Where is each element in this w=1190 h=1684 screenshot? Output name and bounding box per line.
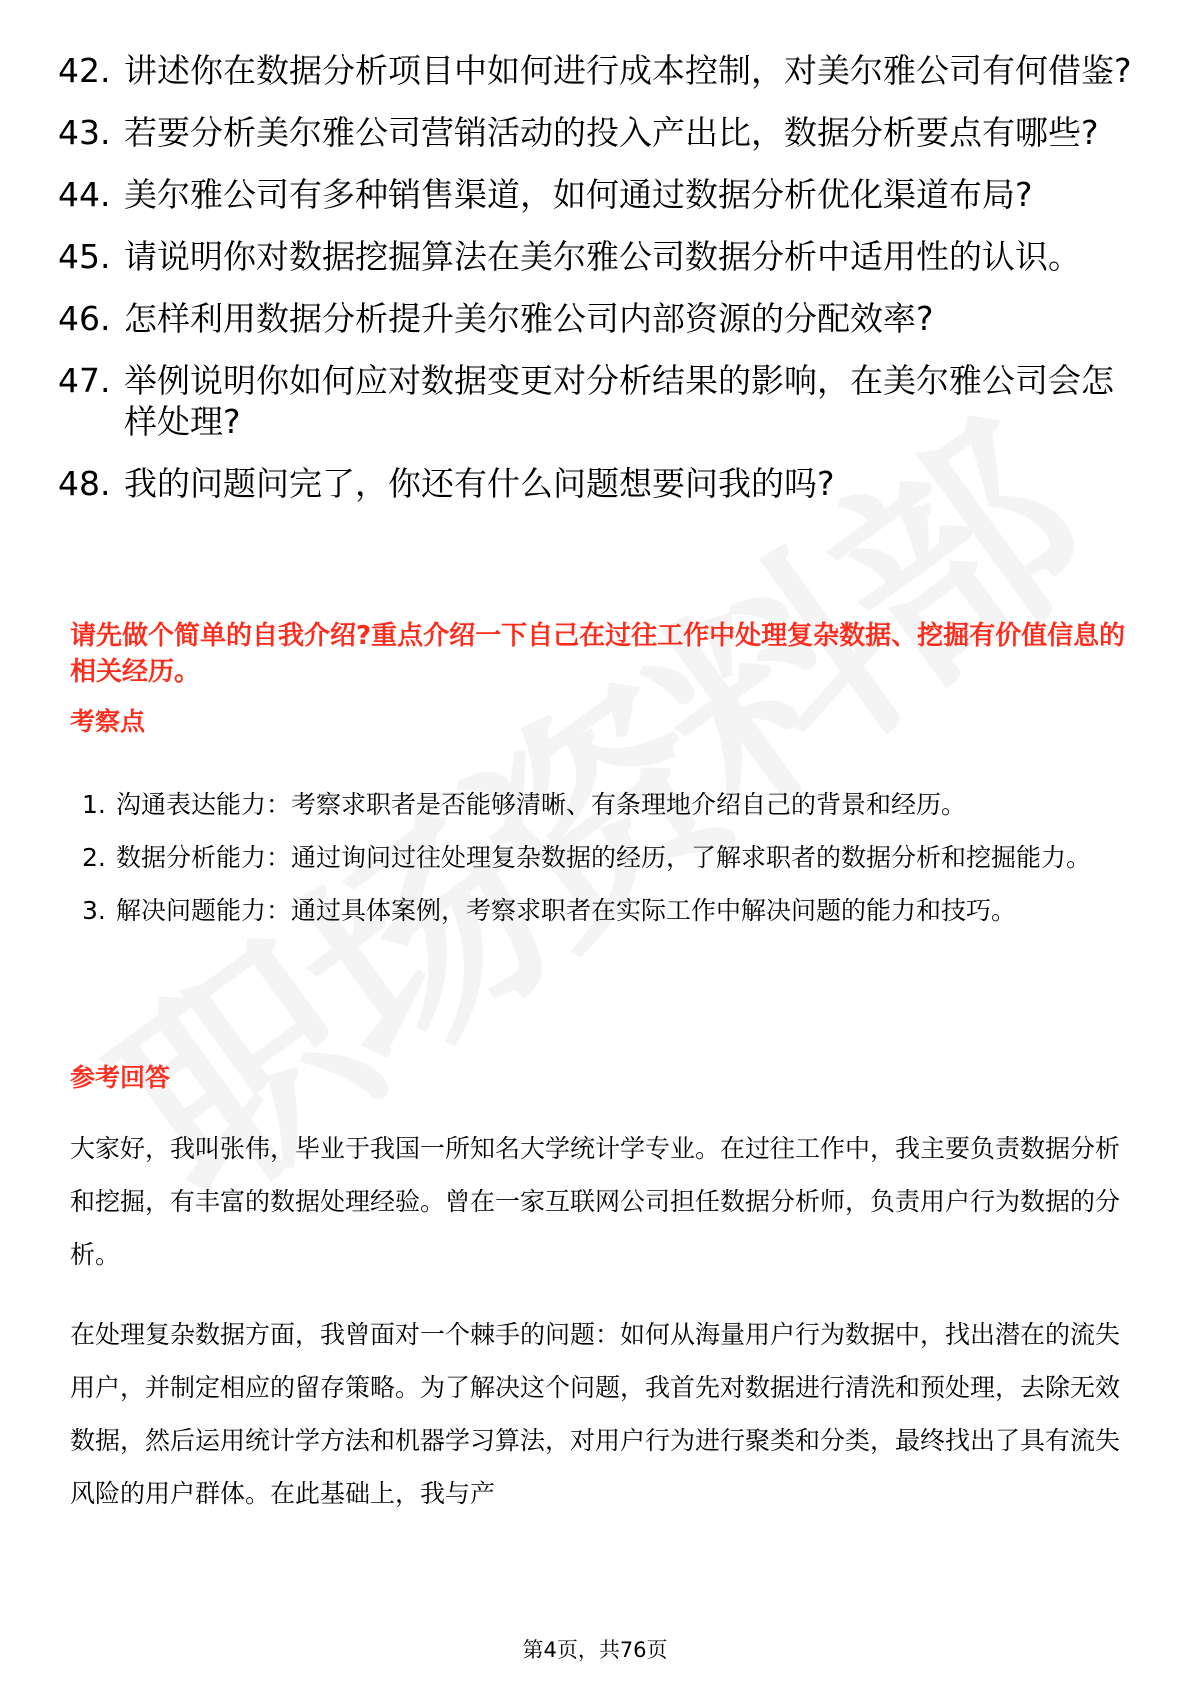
question-item bbox=[58, 236, 1138, 277]
question-number: 48. bbox=[58, 464, 111, 503]
question-text: 举例说明你如何应对数据变更对分析结果的影响，在美尔雅公司会怎样处理? bbox=[124, 361, 1114, 441]
question-number: 44. bbox=[58, 175, 111, 214]
question-item bbox=[58, 50, 1138, 91]
question-number: 46. bbox=[58, 299, 111, 338]
question-text: 美尔雅公司有多种销售渠道，如何通过数据分析优化渠道布局? bbox=[124, 175, 1033, 214]
answer-paragraph: 大家好，我叫张伟，毕业于我国一所知名大学统计学专业。在过往工作中，我主要负责数据分析和挖掘，有丰富的数据处理经验。曾在一家互联网公司担任数据分析师，负责用户行为数据的分析。 bbox=[70, 1134, 1121, 1269]
point-number: 2. bbox=[82, 843, 106, 872]
point-item bbox=[82, 778, 1132, 831]
point-item bbox=[82, 884, 1132, 937]
answer-paragraph: 在处理复杂数据方面，我曾面对一个棘手的问题：如何从海量用户行为数据中，找出潜在的流失用户，并制定相应的留存策略。为了解决这个问题，我首先对数据进行清洗和预处理，去除无效数据，然后运用统计学方法和机器学习算法，对用户行为进行聚类和分类，最终找出了具有流失风险的用户群体。在此基础上，我与产 bbox=[70, 1320, 1121, 1508]
point-text: 解决问题能力：通过具体案例，考察求职者在实际工作中解决问题的能力和技巧。 bbox=[116, 896, 1017, 925]
page-footer: 第4页，共76页 bbox=[522, 1638, 668, 1662]
question-text: 我的问题问完了，你还有什么问题想要问我的吗? bbox=[124, 464, 835, 503]
question-item bbox=[58, 360, 1138, 442]
question-number: 47. bbox=[58, 361, 111, 400]
question-item bbox=[58, 112, 1138, 153]
question-item bbox=[58, 463, 1138, 504]
point-item bbox=[82, 831, 1132, 884]
point-text: 数据分析能力：通过询问过往处理复杂数据的经历，了解求职者的数据分析和挖掘能力。 bbox=[116, 843, 1092, 872]
question-text: 讲述你在数据分析项目中如何进行成本控制，对美尔雅公司有何借鉴? bbox=[124, 51, 1132, 90]
question-number: 45. bbox=[58, 237, 111, 276]
question-item bbox=[58, 298, 1138, 339]
question-number: 42. bbox=[58, 51, 111, 90]
question-item bbox=[58, 174, 1138, 215]
question-list bbox=[58, 50, 1138, 525]
question-text: 怎样利用数据分析提升美尔雅公司内部资源的分配效率? bbox=[124, 299, 934, 338]
points-heading: 考察点 bbox=[70, 707, 146, 736]
section-question-title: 请先做个简单的自我介绍?重点介绍一下自己在过往工作中处理复杂数据、挖掘有价值信息的相关经历。 bbox=[70, 621, 1126, 687]
point-number: 1. bbox=[82, 790, 106, 819]
point-text: 沟通表达能力：考察求职者是否能够清晰、有条理地介绍自己的背景和经历。 bbox=[116, 790, 967, 819]
question-text: 请说明你对数据挖掘算法在美尔雅公司数据分析中适用性的认识。 bbox=[124, 237, 1081, 276]
point-number: 3. bbox=[82, 896, 106, 925]
question-number: 43. bbox=[58, 113, 111, 152]
question-text: 若要分析美尔雅公司营销活动的投入产出比，数据分析要点有哪些? bbox=[124, 113, 1099, 152]
answer-heading: 参考回答 bbox=[70, 1063, 171, 1092]
points-list bbox=[82, 778, 1132, 937]
